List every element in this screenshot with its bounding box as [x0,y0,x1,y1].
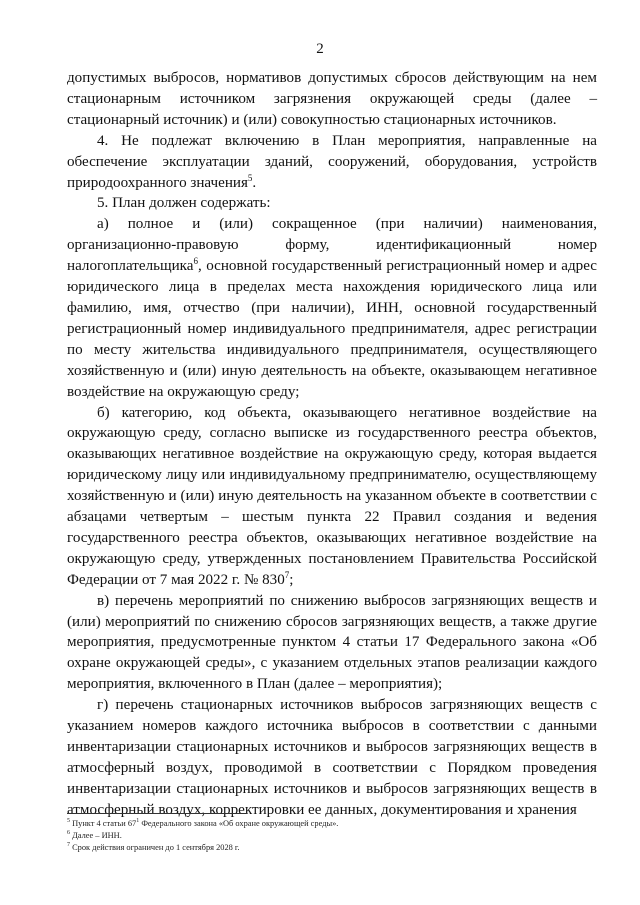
paragraph-text: г) перечень стационарных источников выбросов загрязняющих веществ с указанием номеров каждого источника выбросов в соответствии с данными инвентаризации стационарных источников и выбросов загрязняющих веществ в атмосферный воздух, проводимой в соответствии с Порядком проведения инвентаризации стационарных источников и выбросов загрязняющих веществ в атмосферный воздух, корректировки ее данных, документирования и хранения [67,697,597,818]
paragraph-subitem-g [67,695,597,820]
paragraph-text: допустимых выбросов, нормативов допустимых сбросов действующим на нем стационарным источником загрязнения окружающей среды (далее – стационарный источник) и (или) совокупностью стационарных источников. [67,70,597,128]
footnote-ref: 6 [193,256,198,267]
footnote-text: Пункт 4 статьи 67 [70,819,137,828]
document-body [67,68,597,821]
footnotes [67,818,597,854]
paragraph-text: б) категорию, код объекта, оказывающего негативное воздействие на окружающую среду, согласно выписке из государственного реестра объектов, оказывающих негативное воздействие на окружающую среду, которая выдается юридическому лицу или индивидуальному предпринимателю, осуществляющему хозяйственную и (или) иную деятельность на указанном объекте в соответствии с абзацами четвертым – шестым пункта 22 Правил создания и ведения государственного реестра объектов, оказывающих негативное воздействие на окружающую среду, утвержденных постановлением Правительства Российской Федерации от 7 мая 2022 г. № 830 [67,404,597,588]
paragraph-continuation [67,68,597,131]
paragraph-text: а) полное и (или) сокращенное (при наличии) наименования, организационно-правовую форму, идентификационный номер налогоплательщика [67,216,597,275]
paragraph-item-4 [67,131,597,194]
paragraph-text: в) перечень мероприятий по снижению выбросов загрязняющих веществ и (или) мероприятий по снижению сбросов загрязняющих веществ, а также другие мероприятия, предусмотренные пунктом 4 статьи 17 Федерального закона «Об охране окружающей среды», с указанием отдельных этапов реализации каждого мероприятия, включенного в План (далее – мероприятия); [67,592,597,693]
footnote-ref: 7 [284,569,290,580]
paragraph-text: 4. Не подлежат включению в План мероприятия, направленные на обеспечение эксплуатации зданий, сооружений, оборудования, устройств природоохранного значения [67,132,597,191]
paragraph-text: 5. План должен содержать: [97,195,271,212]
paragraph-subitem-b [67,403,597,591]
paragraph-text-tail: . [252,174,257,191]
paragraph-item-5 [67,193,597,214]
paragraph-subitem-v [67,591,597,696]
footnote-item [67,830,597,842]
page-number: 2 [316,41,324,57]
footnote-mark: 5 [67,818,70,825]
footnote-text: Далее – ИНН. [70,831,122,840]
footnote-item [67,842,597,854]
footnote-ref: 5 [247,172,253,183]
paragraph-text-tail: , основной государственный регистрационный номер и адрес юридического лица в пределах места нахождения юридического лица или фамилию, имя, отчество (при наличии), ИНН, основной государственный регистрационный номер индивидуального предпринимателя, адрес регистрации по месту жительства индивидуального предпринимателя, осуществляющего хозяйственную и (или) иную деятельность на объекте, оказывающем негативное воздействие на окружающую среду; [67,258,597,400]
footnote-separator [67,813,247,814]
footnote-text-tail: Федерального закона «Об охране окружающей среды». [139,819,339,828]
paragraph-text-tail: ; [289,571,294,588]
footnote-mark: 6 [67,830,70,837]
footnote-inline-sup: 1 [136,818,140,825]
paragraph-subitem-a [67,214,597,402]
footnote-mark: 7 [67,842,70,849]
footnote-text: Срок действия ограничен до 1 сентября 2028 г. [70,843,240,852]
footnote-item [67,818,597,830]
